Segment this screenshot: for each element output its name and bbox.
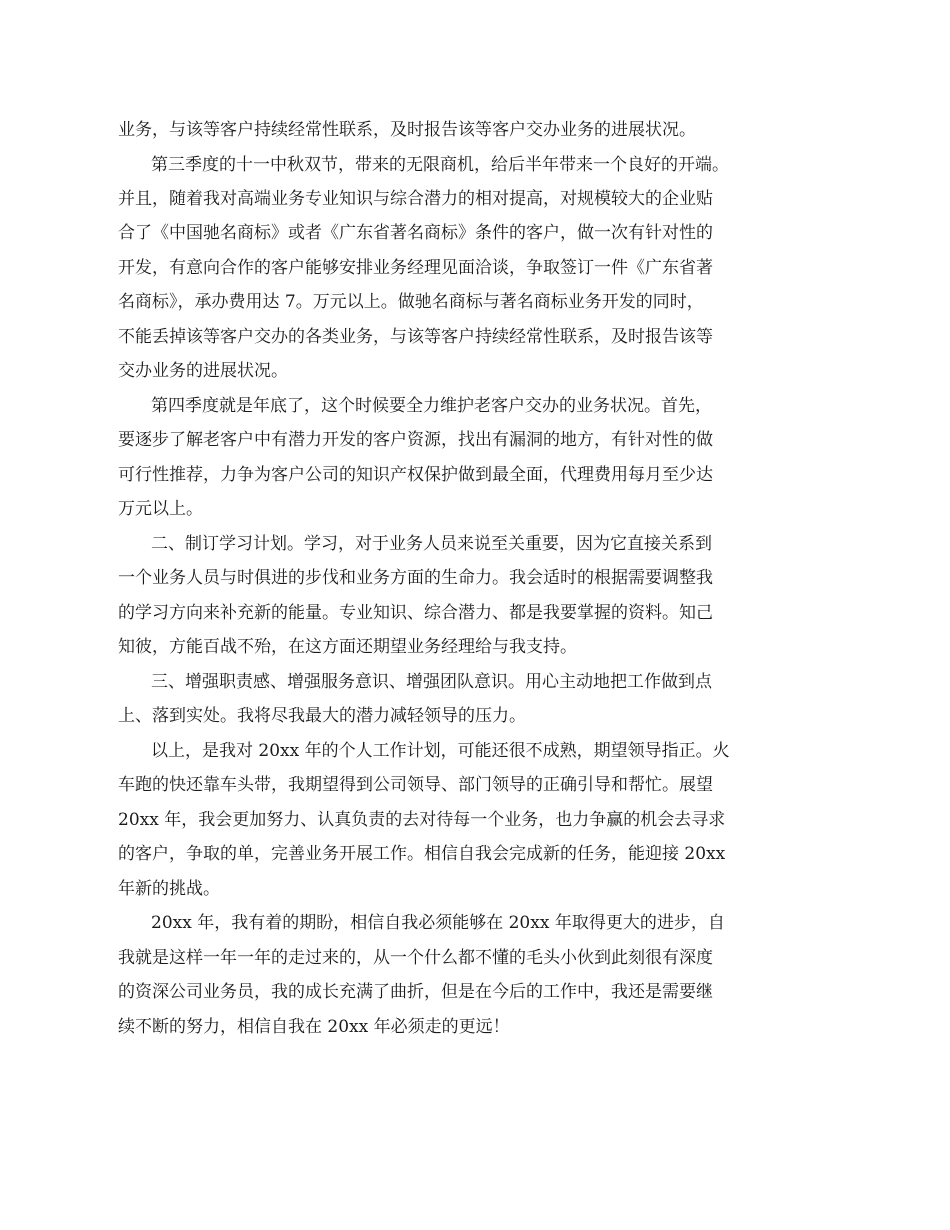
text-line: 以上，是我对 20xx 年的个人工作计划，可能还很不成熟，期望领导指正。火: [151, 741, 730, 761]
text-line: 的客户，争取的单，完善业务开展工作。相信自我会完成新的任务，能迎接 20xx: [118, 844, 726, 864]
text-line: 我就是这样一年一年的走过来的，从一个什么都不懂的毛头小伙到此刻很有深度: [118, 948, 713, 968]
text-line: 三、增强职责感、增强服务意识、增强团队意识。用心主动地把工作做到点: [151, 672, 712, 692]
text-line: 20xx 年，我会更加努力、认真负责的去对待每一个业务，也力争赢的机会去寻求: [118, 810, 726, 830]
text-line: 不能丢掉该等客户交办的各类业务，与该等客户持续经常性联系，及时报告该等: [118, 327, 713, 347]
text-line: 二、制订学习计划。学习，对于业务人员来说至关重要，因为它直接关系到: [151, 534, 712, 554]
text-line: 并且，随着我对高端业务专业知识与综合潜力的相对提高，对规模较大的企业贴: [118, 189, 713, 209]
text-line: 20xx 年，我有着的期盼，相信自我必须能够在 20xx 年取得更大的进步，自: [151, 913, 725, 933]
text-line: 续不断的努力，相信自我在 20xx 年必须走的更远！: [118, 1017, 510, 1037]
text-line: 开发，有意向合作的客户能够安排业务经理见面洽谈，争取签订一件《广东省著: [118, 258, 713, 278]
text-line: 的资深公司业务员，我的成长充满了曲折，但是在今后的工作中，我还是需要继: [118, 982, 713, 1002]
text-line: 名商标》，承办费用达 7。万元以上。做驰名商标与著名商标业务开发的同时，: [118, 292, 704, 312]
text-line: 第四季度就是年底了，这个时候要全力维护老客户交办的业务状况。首先，: [151, 396, 712, 416]
text-line: 第三季度的十一中秋双节，带来的无限商机，给后半年带来一个良好的开端。: [151, 155, 729, 175]
text-line: 可行性推荐，力争为客户公司的知识产权保护做到最全面，代理费用每月至少达: [118, 465, 713, 485]
text-line: 万元以上。: [118, 499, 203, 519]
text-line: 合了《中国驰名商标》或者《广东省著名商标》条件的客户，做一次有针对性的: [118, 223, 713, 243]
text-line: 年新的挑战。: [118, 879, 220, 899]
text-line: 上、落到实处。我将尽我最大的潜力减轻领导的压力。: [118, 706, 526, 726]
text-line: 的学习方向来补充新的能量。专业知识、综合潜力、都是我要掌握的资料。知己: [118, 603, 713, 623]
text-line: 一个业务人员与时俱进的步伐和业务方面的生命力。我会适时的根据需要调整我: [118, 568, 713, 588]
text-line: 要逐步了解老客户中有潜力开发的客户资源，找出有漏洞的地方，有针对性的做: [118, 430, 713, 450]
text-line: 知彼，方能百战不殆，在这方面还期望业务经理给与我支持。: [118, 637, 577, 657]
text-line: 交办业务的进展状况。: [118, 361, 288, 381]
text-line: 业务，与该等客户持续经常性联系，及时报告该等客户交办业务的进展状况。: [118, 120, 696, 140]
text-line: 车跑的快还靠车头带，我期望得到公司领导、部门领导的正确引导和帮忙。展望: [118, 775, 713, 795]
